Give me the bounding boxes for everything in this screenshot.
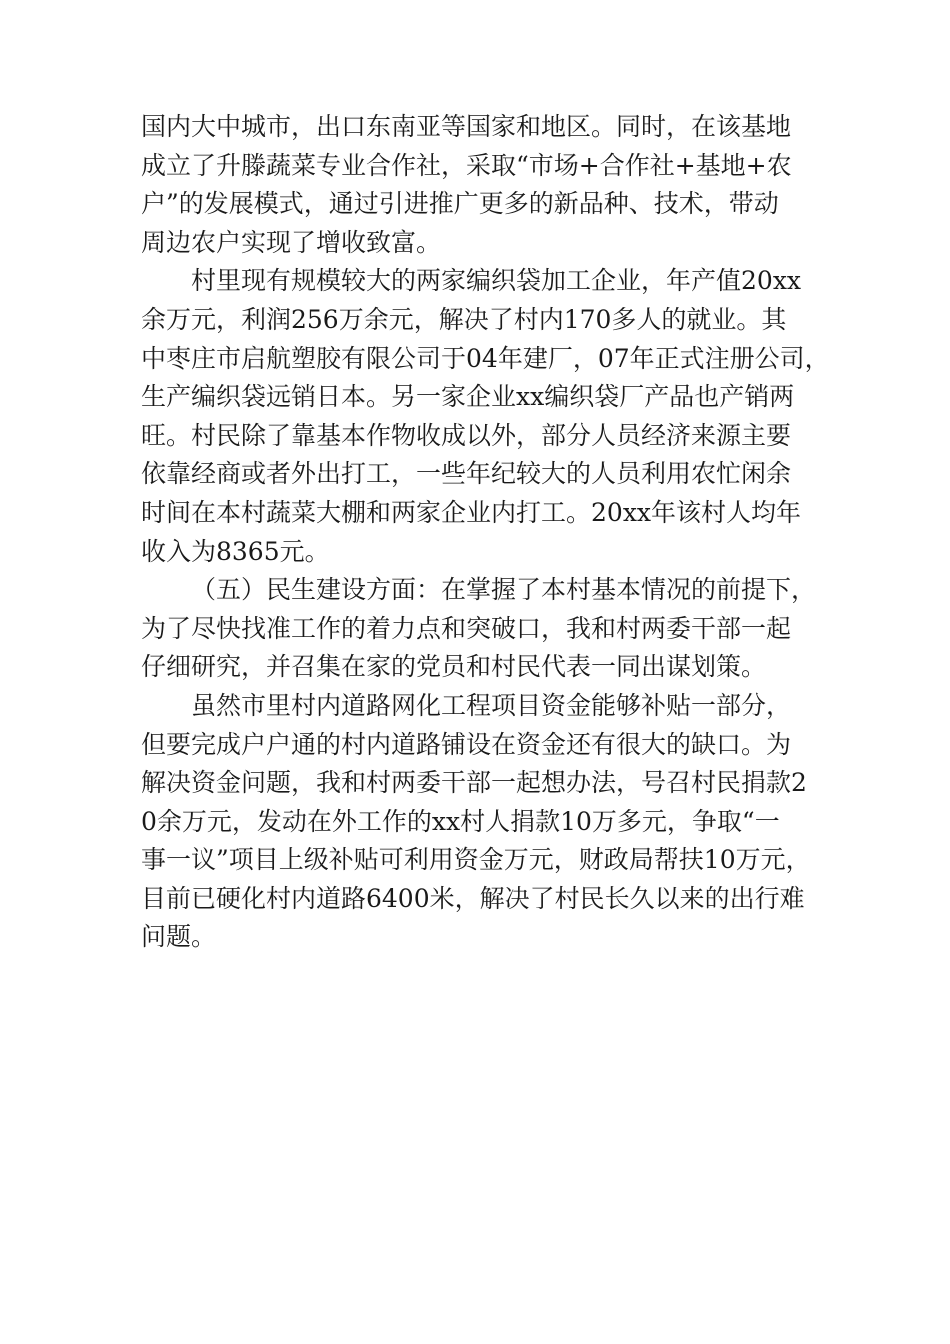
text-line: 旺。村民除了靠基本作物收成以外，部分人员经济来源主要 [141, 420, 792, 450]
text-line: 事一议”项目上级补贴可利用资金万元，财政局帮扶10万元， [141, 845, 811, 875]
text-line: 问题。 [141, 922, 217, 952]
text-line: 成立了升滕蔬菜专业合作社，采取“市场+合作社+基地+农 [141, 150, 792, 180]
text-line: 目前已硬化村内道路6400米，解决了村民长久以来的出行难 [141, 883, 805, 913]
text-line: 时间在本村蔬菜大棚和两家企业内打工。20xx年该村人均年 [141, 497, 802, 527]
text-line: 户”的发展模式，通过引进推广更多的新品种、技术，带动 [141, 189, 779, 219]
text-line: 虽然市里村内道路网化工程项目资金能够补贴一部分， [191, 690, 792, 720]
text-line: 收入为8365元。 [141, 536, 330, 566]
text-line: 生产编织袋远销日本。另一家企业xx编织袋厂产品也产销两 [141, 382, 795, 412]
text-line: 余万元，利润256万余元，解决了村内170多人的就业。其 [141, 304, 787, 334]
text-line: 解决资金问题，我和村两委干部一起想办法，号召村民捐款2 [141, 768, 807, 798]
text-line: （五）民生建设方面：在掌握了本村基本情况的前提下， [191, 575, 817, 605]
paragraph [141, 687, 841, 957]
paragraph [141, 108, 841, 262]
text-line: 村里现有规模较大的两家编织袋加工企业，年产值20xx [191, 266, 802, 296]
text-line: 为了尽快找准工作的着力点和突破口，我和村两委干部一起 [141, 613, 792, 643]
text-line: 仔细研究，并召集在家的党员和村民代表一同出谋划策。 [141, 652, 767, 682]
text-line: 中枣庄市启航塑胶有限公司于04年建厂，07年正式注册公司， [141, 343, 830, 373]
text-line: 周边农户实现了增收致富。 [141, 227, 442, 257]
document-body [141, 108, 841, 957]
text-line: 0余万元，发动在外工作的xx村人捐款10万多元，争取“一 [141, 806, 780, 836]
text-line: 但要完成户户通的村内道路铺设在资金还有很大的缺口。为 [141, 729, 792, 759]
text-line: 国内大中城市，出口东南亚等国家和地区。同时，在该基地 [141, 112, 792, 141]
text-line: 依靠经商或者外出打工，一些年纪较大的人员利用农忙闲余 [141, 459, 792, 489]
paragraph [141, 571, 841, 687]
paragraph [141, 262, 841, 571]
